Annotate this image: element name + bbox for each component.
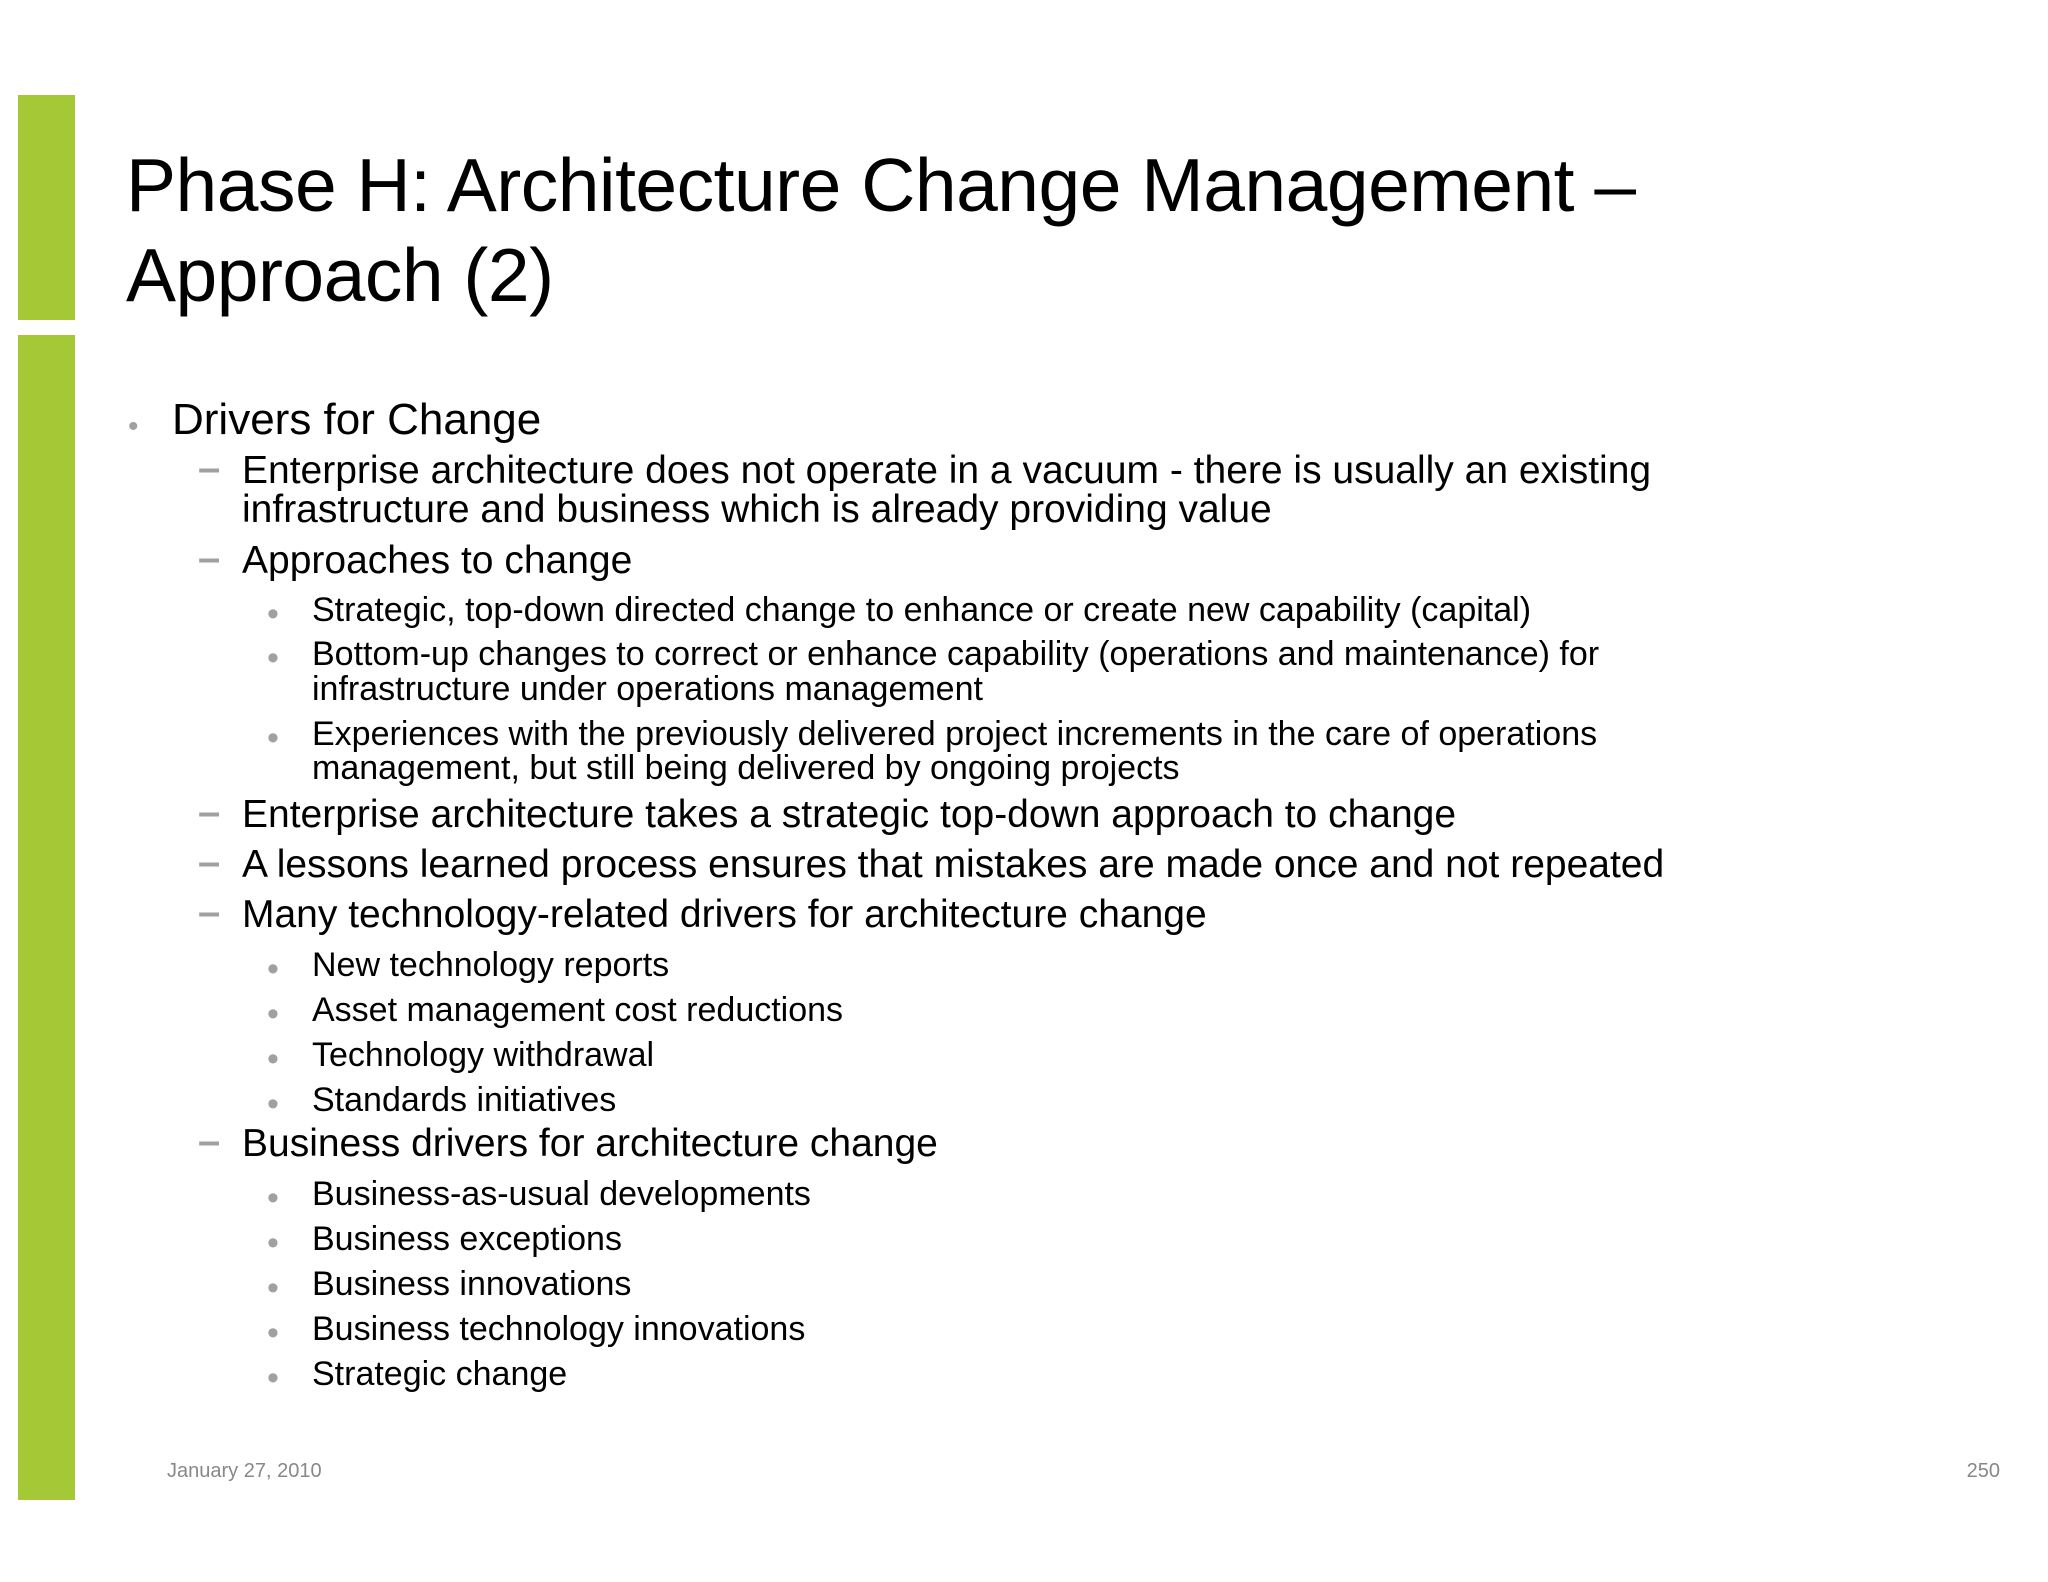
list-item: New technology reports xyxy=(312,946,670,984)
bullet-dot-icon: • xyxy=(267,719,279,757)
accent-bar-bottom xyxy=(18,335,75,1500)
bullet-dash-icon: – xyxy=(198,1119,221,1163)
bullet-dot-icon: • xyxy=(267,995,279,1033)
bullet-dot-icon: • xyxy=(267,639,279,677)
list-item: Approaches to change xyxy=(242,539,633,582)
list-item: Business exceptions xyxy=(312,1220,622,1258)
bullet-dot-icon: • xyxy=(267,1269,279,1307)
list-item: Bottom-up changes to correct or enhance capability (operations and maintenance) for xyxy=(312,635,1600,673)
bullet-dash-icon: – xyxy=(198,890,221,934)
list-item-continued: infrastructure under operations management xyxy=(312,670,983,708)
bullet-dot-icon: • xyxy=(267,1224,279,1262)
list-item-continued: management, but still being delivered by ongoing projects xyxy=(312,749,1180,787)
list-item: Business-as-usual developments xyxy=(312,1175,811,1213)
list-item: Technology withdrawal xyxy=(312,1036,655,1074)
list-item: Business innovations xyxy=(312,1265,632,1303)
bullet-dash-icon: – xyxy=(198,536,221,580)
heading-drivers-for-change: Drivers for Change xyxy=(172,395,542,444)
list-item: Business technology innovations xyxy=(312,1310,806,1348)
bullet-dash-icon: – xyxy=(198,840,221,884)
list-item: A lessons learned process ensures that mistakes are made once and not repeated xyxy=(242,843,1665,886)
list-item: Enterprise architecture does not operate in a vacuum - there is usually an existing xyxy=(242,449,1652,492)
bullet-dot-icon: • xyxy=(267,950,279,988)
slide-title-line-2: Approach (2) xyxy=(126,233,554,317)
bullet-dot-icon: • xyxy=(267,1040,279,1078)
bullet-dot-icon: • xyxy=(267,1314,279,1352)
bullet-dot-icon: • xyxy=(267,1359,279,1397)
bullet-dash-icon: – xyxy=(198,446,221,490)
list-item: Standards initiatives xyxy=(312,1081,617,1119)
list-item: Business drivers for architecture change xyxy=(242,1122,938,1165)
accent-bar-top xyxy=(18,95,75,320)
bullet-dot-icon: • xyxy=(128,410,139,443)
list-item: Strategic, top-down directed change to enhance or create new capability (capital) xyxy=(312,591,1532,629)
footer-date: January 27, 2010 xyxy=(167,1460,322,1482)
list-item: Experiences with the previously delivered project increments in the care of operations xyxy=(312,715,1598,753)
list-item: Asset management cost reductions xyxy=(312,991,844,1029)
bullet-dot-icon: • xyxy=(267,1179,279,1217)
list-item-continued: infrastructure and business which is already providing value xyxy=(242,488,1272,531)
list-item: Strategic change xyxy=(312,1355,568,1393)
slide-title xyxy=(126,140,1826,320)
bullet-dot-icon: • xyxy=(267,595,279,633)
list-item: Enterprise architecture takes a strategic top-down approach to change xyxy=(242,793,1457,836)
bullet-dash-icon: – xyxy=(198,790,221,834)
bullet-dot-icon: • xyxy=(267,1085,279,1123)
slide-title-line-1: Phase H: Architecture Change Management – xyxy=(126,143,1636,227)
footer-page-number: 250 xyxy=(1966,1460,2000,1482)
list-item: Many technology-related drivers for architecture change xyxy=(242,893,1207,936)
